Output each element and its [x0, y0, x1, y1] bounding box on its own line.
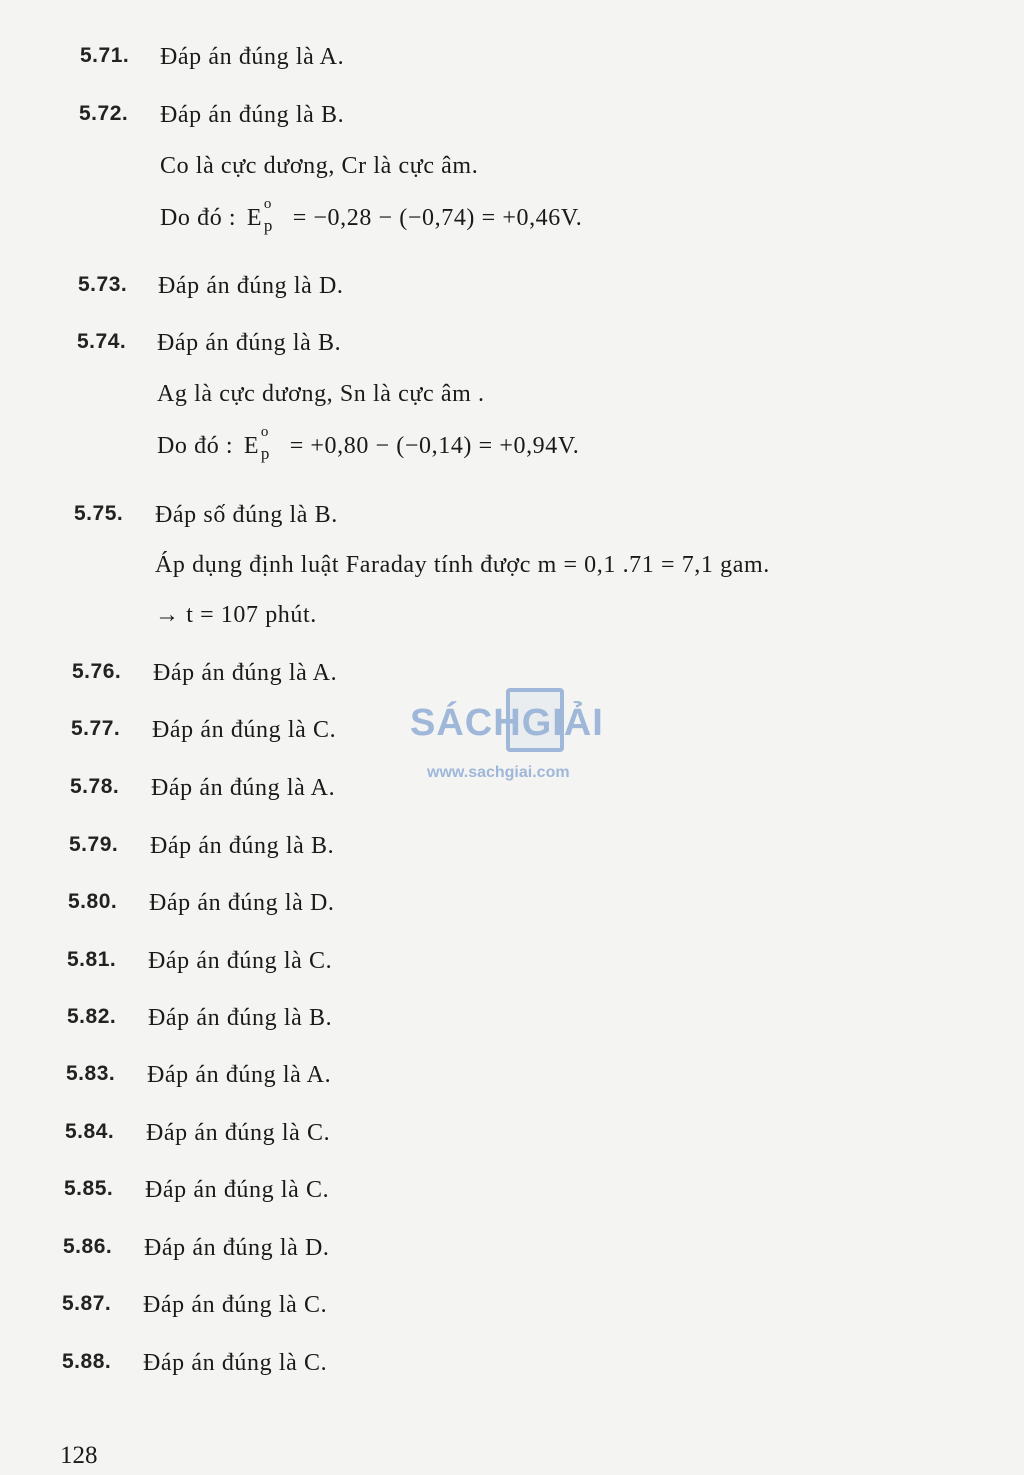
formula-line [160, 196, 583, 235]
formula-prefix: Do đó : [157, 433, 234, 459]
item-answer: Đáp án đúng là C. [143, 1350, 328, 1376]
item-number: 5.86. [63, 1235, 113, 1258]
page-number: 128 [60, 1442, 98, 1469]
item-number: 5.84. [65, 1120, 115, 1143]
symbol-subscript: p [263, 216, 273, 235]
item-number: 5.81. [67, 948, 117, 971]
item-answer: Đáp án đúng là A. [151, 775, 336, 801]
item-answer: Đáp án đúng là C. [145, 1177, 330, 1203]
item-answer: Đáp án đúng là B. [157, 330, 342, 356]
item-answer: Đáp án đúng là B. [160, 102, 345, 128]
formula-line [157, 424, 580, 463]
item-number: 5.83. [66, 1062, 116, 1085]
standard-potential-symbol [246, 196, 278, 235]
item-answer: Đáp án đúng là C. [143, 1292, 328, 1318]
item-answer: Đáp án đúng là B. [148, 1005, 333, 1031]
item-number: 5.87. [62, 1292, 112, 1315]
item-answer: Đáp án đúng là A. [147, 1062, 332, 1088]
symbol-superscript: o [263, 196, 272, 212]
item-answer: Đáp án đúng là C. [152, 717, 337, 743]
standard-potential-symbol [243, 424, 275, 463]
item-number: 5.79. [69, 833, 119, 856]
item-number: 5.76. [72, 660, 122, 683]
item-explanation: Áp dụng định luật Faraday tính được m = 0,1 .71 = 7,1 gam. [155, 552, 770, 578]
item-number: 5.75. [74, 502, 124, 525]
item-answer: Đáp án đúng là A. [160, 44, 345, 70]
formula-prefix: Do đó : [160, 205, 237, 231]
item-answer: Đáp án đúng là A. [153, 660, 338, 686]
watermark [410, 688, 620, 788]
item-number: 5.74. [77, 330, 127, 353]
item-answer: Đáp án đúng là B. [150, 833, 335, 859]
item-number: 5.78. [70, 775, 120, 798]
formula-expression: = +0,80 − (−0,14) = +0,94V. [289, 433, 580, 459]
symbol-subscript: p [260, 444, 270, 463]
item-answer: Đáp án đúng là D. [149, 890, 335, 916]
item-answer: Đáp án đúng là C. [146, 1120, 331, 1146]
item-result: → t = 107 phút. [155, 602, 317, 628]
watermark-url: www.sachgiai.com [427, 764, 570, 781]
item-explanation: Co là cực dương, Cr là cực âm. [160, 153, 479, 179]
item-number: 5.88. [62, 1350, 112, 1373]
watermark-logo-text: SÁCHGIẢI [410, 702, 604, 744]
symbol-letter: E [246, 205, 263, 231]
item-number: 5.82. [67, 1005, 117, 1028]
item-answer: Đáp án đúng là D. [144, 1235, 330, 1261]
item-answer: Đáp số đúng là B. [155, 502, 338, 528]
item-explanation: Ag là cực dương, Sn là cực âm . [157, 381, 485, 407]
item-number: 5.71. [80, 44, 130, 67]
symbol-superscript: o [260, 424, 269, 440]
item-number: 5.80. [68, 890, 118, 913]
item-number: 5.77. [71, 717, 121, 740]
formula-expression: = −0,28 − (−0,74) = +0,46V. [292, 205, 583, 231]
item-number: 5.73. [78, 273, 128, 296]
item-number: 5.85. [64, 1177, 114, 1200]
item-number: 5.72. [79, 102, 129, 125]
symbol-letter: E [243, 433, 260, 459]
item-answer: Đáp án đúng là C. [148, 948, 333, 974]
item-answer: Đáp án đúng là D. [158, 273, 344, 299]
